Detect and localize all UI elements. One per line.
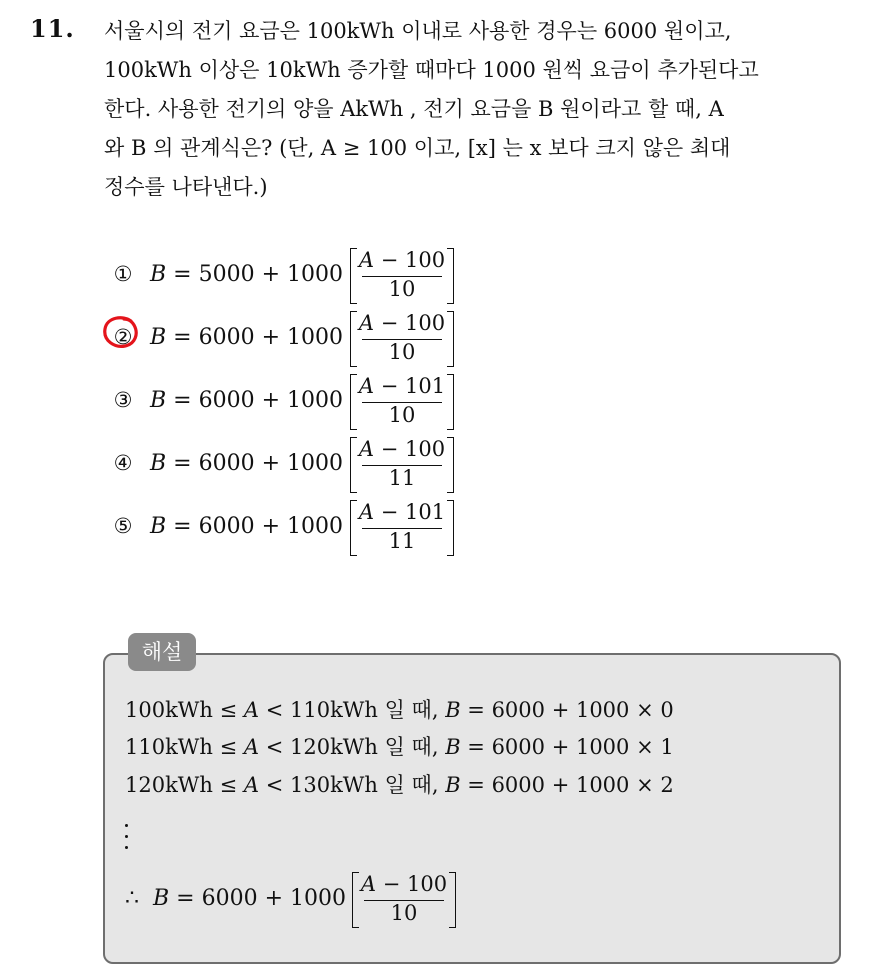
choice-number: ③	[113, 388, 133, 412]
var-a: A	[243, 735, 260, 759]
choice-formula	[150, 262, 343, 287]
question-line: 한다. 사용한 전기의 양을 AkWh , 전기 요금을 B 원이라고 할 때, A	[104, 97, 724, 121]
fraction-numerator	[358, 311, 446, 335]
var-b: B	[150, 262, 167, 287]
choice-formula	[150, 514, 343, 539]
solution-line	[125, 694, 674, 724]
numerator-rest: − 100	[376, 872, 448, 896]
fraction-denominator: 10	[388, 403, 416, 427]
fraction-numerator	[358, 437, 446, 461]
formula-rhs: = 6000 + 1000 × 1	[460, 735, 674, 759]
var-b: B	[445, 773, 461, 797]
choice-4[interactable]	[110, 435, 510, 495]
range-end: < 120kWh 일 때,	[259, 735, 446, 759]
floor-bracket	[352, 872, 456, 928]
var-b: B	[445, 698, 461, 722]
choice-number: ⑤	[113, 514, 133, 538]
numerator-rest: − 100	[374, 437, 446, 461]
var-a: A	[358, 311, 375, 335]
numerator-rest: − 101	[374, 374, 446, 398]
formula-rhs: = 5000 + 1000	[173, 262, 343, 287]
formula-rhs: = 6000 + 1000	[173, 514, 343, 539]
floor-bracket	[350, 437, 454, 493]
var-b: B	[445, 735, 461, 759]
choice-number: ②	[113, 325, 133, 349]
range-end: < 130kWh 일 때,	[259, 773, 446, 797]
numerator-rest: − 100	[374, 311, 446, 335]
var-b: B	[150, 451, 167, 476]
conclusion-formula	[125, 886, 346, 911]
fraction-numerator	[358, 374, 446, 398]
fraction-numerator	[358, 500, 446, 524]
formula-rhs: = 6000 + 1000	[176, 886, 346, 911]
therefore-icon: ∴	[125, 886, 139, 911]
solution-tag: 해설	[128, 633, 196, 671]
fraction-denominator: 11	[388, 466, 416, 490]
question-line: 와 B 의 관계식은? (단, A ≥ 100 이고, [x] 는 x 보다 크지 않은 최대	[104, 136, 731, 160]
formula-rhs: = 6000 + 1000	[173, 325, 343, 350]
fraction-denominator: 10	[390, 901, 418, 925]
question-line: 정수를 나타낸다.)	[104, 175, 268, 199]
var-b: B	[150, 388, 167, 413]
var-b: B	[150, 514, 167, 539]
var-a: A	[358, 500, 375, 524]
choice-2[interactable]	[110, 309, 510, 369]
choice-formula	[150, 325, 343, 350]
range-start: 100kWh ≤	[125, 698, 244, 722]
choice-number: ④	[113, 451, 133, 475]
numerator-rest: − 101	[374, 500, 446, 524]
var-a: A	[243, 773, 260, 797]
fraction-numerator	[358, 248, 446, 272]
formula-rhs: = 6000 + 1000 × 0	[460, 698, 674, 722]
question-number: 11.	[30, 14, 75, 43]
solution-line	[125, 769, 674, 799]
formula-rhs: = 6000 + 1000	[173, 451, 343, 476]
var-a: A	[358, 248, 375, 272]
range-start: 110kWh ≤	[125, 735, 244, 759]
question-text	[104, 12, 864, 207]
var-a: A	[358, 437, 375, 461]
floor-bracket	[350, 500, 454, 556]
solution-conclusion	[125, 870, 485, 930]
fraction-numerator	[360, 872, 448, 896]
choice-5[interactable]	[110, 498, 510, 558]
vertical-ellipsis-icon	[122, 820, 132, 854]
floor-bracket	[350, 311, 454, 367]
var-b: B	[153, 886, 170, 911]
var-a: A	[360, 872, 377, 896]
choice-3[interactable]	[110, 372, 510, 432]
question-line: 100kWh 이상은 10kWh 증가할 때마다 1000 원씩 요금이 추가된다고	[104, 58, 759, 82]
choice-formula	[150, 451, 343, 476]
choice-number: ①	[113, 262, 133, 286]
floor-bracket	[350, 248, 454, 304]
question-line: 서울시의 전기 요금은 100kWh 이내로 사용한 경우는 6000 원이고,	[104, 19, 732, 43]
range-end: < 110kWh 일 때,	[259, 698, 446, 722]
floor-bracket	[350, 374, 454, 430]
range-start: 120kWh ≤	[125, 773, 244, 797]
choice-1[interactable]	[110, 246, 510, 306]
formula-rhs: = 6000 + 1000	[173, 388, 343, 413]
choice-formula	[150, 388, 343, 413]
var-b: B	[150, 325, 167, 350]
fraction-denominator: 10	[388, 277, 416, 301]
solution-line	[125, 731, 674, 761]
numerator-rest: − 100	[374, 248, 446, 272]
var-a: A	[358, 374, 375, 398]
var-a: A	[243, 698, 260, 722]
fraction-denominator: 10	[388, 340, 416, 364]
formula-rhs: = 6000 + 1000 × 2	[460, 773, 674, 797]
fraction-denominator: 11	[388, 529, 416, 553]
